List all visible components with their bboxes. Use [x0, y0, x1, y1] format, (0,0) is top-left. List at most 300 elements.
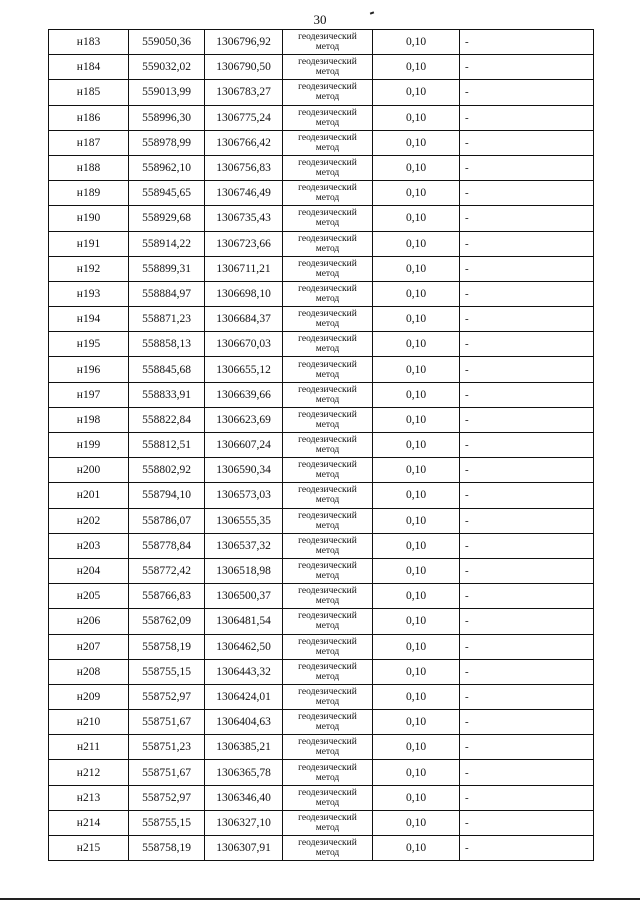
method-cell [283, 332, 373, 357]
point-name-cell: н189 [49, 181, 129, 206]
method-cell [283, 206, 373, 231]
point-name-cell: н197 [49, 382, 129, 407]
point-name-cell: н213 [49, 785, 129, 810]
table-row [49, 760, 594, 785]
method-line-2: метод [315, 520, 340, 531]
method-cell [283, 105, 373, 130]
x-coordinate-cell: 558802,92 [129, 458, 205, 483]
y-coordinate-cell: 1306537,32 [205, 533, 283, 558]
precision-cell: 0,10 [373, 584, 460, 609]
note-cell: - [460, 105, 594, 130]
x-coordinate-cell: 558996,30 [129, 105, 205, 130]
coordinates-table-body [49, 30, 594, 861]
note-cell: - [460, 684, 594, 709]
method-line-2: метод [315, 646, 340, 657]
x-coordinate-cell: 558772,42 [129, 558, 205, 583]
method-cell [283, 80, 373, 105]
method-cell [283, 483, 373, 508]
note-cell: - [460, 710, 594, 735]
precision-cell: 0,10 [373, 483, 460, 508]
y-coordinate-cell: 1306790,50 [205, 55, 283, 80]
table-row [49, 785, 594, 810]
method-line-1: геодезический [298, 586, 357, 597]
table-row [49, 155, 594, 180]
method-cell [283, 155, 373, 180]
point-name-cell: н187 [49, 130, 129, 155]
table-row [49, 256, 594, 281]
note-cell: - [460, 735, 594, 760]
precision-cell: 0,10 [373, 206, 460, 231]
method-line-1: геодезический [298, 812, 357, 823]
note-cell: - [460, 332, 594, 357]
table-row [49, 55, 594, 80]
precision-cell: 0,10 [373, 281, 460, 306]
x-coordinate-cell: 558871,23 [129, 307, 205, 332]
table-row [49, 483, 594, 508]
point-name-cell: н185 [49, 80, 129, 105]
method-line-1: геодезический [298, 132, 357, 143]
note-cell: - [460, 281, 594, 306]
table-row [49, 357, 594, 382]
precision-cell: 0,10 [373, 231, 460, 256]
x-coordinate-cell: 558845,68 [129, 357, 205, 382]
bottom-rule [0, 898, 640, 900]
precision-cell: 0,10 [373, 155, 460, 180]
method-cell [283, 659, 373, 684]
precision-cell: 0,10 [373, 710, 460, 735]
x-coordinate-cell: 558822,84 [129, 407, 205, 432]
point-name-cell: н212 [49, 760, 129, 785]
y-coordinate-cell: 1306746,49 [205, 181, 283, 206]
method-cell [283, 710, 373, 735]
y-coordinate-cell: 1306775,24 [205, 105, 283, 130]
method-cell [283, 256, 373, 281]
point-name-cell: н206 [49, 609, 129, 634]
point-name-cell: н204 [49, 558, 129, 583]
method-line-2: метод [315, 344, 340, 355]
method-line-2: метод [315, 696, 340, 707]
method-cell [283, 382, 373, 407]
note-cell: - [460, 181, 594, 206]
x-coordinate-cell: 558833,91 [129, 382, 205, 407]
method-cell [283, 407, 373, 432]
method-line-2: метод [315, 671, 340, 682]
point-name-cell: н211 [49, 735, 129, 760]
point-name-cell: н210 [49, 710, 129, 735]
method-line-2: метод [315, 243, 340, 254]
method-line-1: геодезический [298, 309, 357, 320]
method-line-1: геодезический [298, 510, 357, 521]
x-coordinate-cell: 558945,65 [129, 181, 205, 206]
x-coordinate-cell: 559050,36 [129, 30, 205, 55]
method-cell [283, 609, 373, 634]
method-line-1: геодезический [298, 334, 357, 345]
y-coordinate-cell: 1306590,34 [205, 458, 283, 483]
coordinates-table [48, 29, 594, 861]
note-cell: - [460, 609, 594, 634]
method-line-1: геодезический [298, 838, 357, 849]
point-name-cell: н201 [49, 483, 129, 508]
method-line-1: геодезический [298, 460, 357, 471]
table-row [49, 735, 594, 760]
method-cell [283, 357, 373, 382]
y-coordinate-cell: 1306443,32 [205, 659, 283, 684]
method-line-2: метод [315, 596, 340, 607]
note-cell: - [460, 55, 594, 80]
point-name-cell: н205 [49, 584, 129, 609]
precision-cell: 0,10 [373, 357, 460, 382]
table-row [49, 30, 594, 55]
table-row [49, 231, 594, 256]
precision-cell: 0,10 [373, 760, 460, 785]
method-cell [283, 810, 373, 835]
precision-cell: 0,10 [373, 558, 460, 583]
method-line-2: метод [315, 419, 340, 430]
method-line-1: геодезический [298, 233, 357, 244]
x-coordinate-cell: 558758,19 [129, 836, 205, 861]
table-row [49, 836, 594, 861]
method-line-2: метод [315, 142, 340, 153]
method-cell [283, 231, 373, 256]
note-cell: - [460, 584, 594, 609]
point-name-cell: н194 [49, 307, 129, 332]
y-coordinate-cell: 1306462,50 [205, 634, 283, 659]
x-coordinate-cell: 558755,15 [129, 659, 205, 684]
x-coordinate-cell: 558751,23 [129, 735, 205, 760]
method-cell [283, 634, 373, 659]
method-line-1: геодезический [298, 82, 357, 93]
method-line-1: геодезический [298, 258, 357, 269]
y-coordinate-cell: 1306766,42 [205, 130, 283, 155]
method-line-2: метод [315, 495, 340, 506]
note-cell: - [460, 407, 594, 432]
x-coordinate-cell: 558752,97 [129, 684, 205, 709]
point-name-cell: н188 [49, 155, 129, 180]
method-line-2: метод [315, 168, 340, 179]
precision-cell: 0,10 [373, 307, 460, 332]
table-row [49, 181, 594, 206]
table-row [49, 533, 594, 558]
method-line-1: геодезический [298, 762, 357, 773]
point-name-cell: н195 [49, 332, 129, 357]
precision-cell: 0,10 [373, 256, 460, 281]
precision-cell: 0,10 [373, 659, 460, 684]
point-name-cell: н184 [49, 55, 129, 80]
table-row [49, 508, 594, 533]
method-line-2: метод [315, 445, 340, 456]
method-line-1: геодезический [298, 384, 357, 395]
table-row [49, 130, 594, 155]
point-name-cell: н207 [49, 634, 129, 659]
point-name-cell: н209 [49, 684, 129, 709]
x-coordinate-cell: 558899,31 [129, 256, 205, 281]
x-coordinate-cell: 558752,97 [129, 785, 205, 810]
note-cell: - [460, 206, 594, 231]
x-coordinate-cell: 558755,15 [129, 810, 205, 835]
method-cell [283, 785, 373, 810]
point-name-cell: н191 [49, 231, 129, 256]
method-cell [283, 836, 373, 861]
y-coordinate-cell: 1306424,01 [205, 684, 283, 709]
method-line-1: геодезический [298, 485, 357, 496]
note-cell: - [460, 836, 594, 861]
point-name-cell: н190 [49, 206, 129, 231]
note-cell: - [460, 80, 594, 105]
precision-cell: 0,10 [373, 105, 460, 130]
x-coordinate-cell: 558758,19 [129, 634, 205, 659]
method-cell [283, 584, 373, 609]
method-line-1: геодезический [298, 57, 357, 68]
method-line-2: метод [315, 848, 340, 859]
method-line-2: метод [315, 92, 340, 103]
note-cell: - [460, 558, 594, 583]
note-cell: - [460, 155, 594, 180]
point-name-cell: н192 [49, 256, 129, 281]
precision-cell: 0,10 [373, 609, 460, 634]
table-row [49, 281, 594, 306]
method-cell [283, 558, 373, 583]
y-coordinate-cell: 1306735,43 [205, 206, 283, 231]
note-cell: - [460, 785, 594, 810]
method-line-2: метод [315, 470, 340, 481]
method-line-2: метод [315, 722, 340, 733]
precision-cell: 0,10 [373, 181, 460, 206]
note-cell: - [460, 307, 594, 332]
page-number: 30 [313, 12, 327, 27]
x-coordinate-cell: 558858,13 [129, 332, 205, 357]
x-coordinate-cell: 558786,07 [129, 508, 205, 533]
y-coordinate-cell: 1306327,10 [205, 810, 283, 835]
method-line-1: геодезический [298, 535, 357, 546]
method-line-2: метод [315, 293, 340, 304]
precision-cell: 0,10 [373, 382, 460, 407]
y-coordinate-cell: 1306639,66 [205, 382, 283, 407]
x-coordinate-cell: 558962,10 [129, 155, 205, 180]
y-coordinate-cell: 1306404,63 [205, 710, 283, 735]
method-line-2: метод [315, 621, 340, 632]
table-row [49, 810, 594, 835]
point-name-cell: н186 [49, 105, 129, 130]
table-row [49, 558, 594, 583]
y-coordinate-cell: 1306481,54 [205, 609, 283, 634]
precision-cell: 0,10 [373, 130, 460, 155]
method-line-1: геодезический [298, 107, 357, 118]
method-line-2: метод [315, 394, 340, 405]
method-line-2: метод [315, 772, 340, 783]
note-cell: - [460, 130, 594, 155]
x-coordinate-cell: 558812,51 [129, 433, 205, 458]
point-name-cell: н208 [49, 659, 129, 684]
precision-cell: 0,10 [373, 785, 460, 810]
note-cell: - [460, 760, 594, 785]
method-line-1: геодезический [298, 32, 357, 43]
y-coordinate-cell: 1306573,03 [205, 483, 283, 508]
y-coordinate-cell: 1306500,37 [205, 584, 283, 609]
x-coordinate-cell: 558751,67 [129, 760, 205, 785]
y-coordinate-cell: 1306365,78 [205, 760, 283, 785]
point-name-cell: н200 [49, 458, 129, 483]
note-cell: - [460, 382, 594, 407]
table-row [49, 659, 594, 684]
table-row [49, 382, 594, 407]
table-row [49, 710, 594, 735]
table-row [49, 634, 594, 659]
method-line-2: метод [315, 319, 340, 330]
y-coordinate-cell: 1306307,91 [205, 836, 283, 861]
y-coordinate-cell: 1306607,24 [205, 433, 283, 458]
y-coordinate-cell: 1306655,12 [205, 357, 283, 382]
y-coordinate-cell: 1306518,98 [205, 558, 283, 583]
method-cell [283, 55, 373, 80]
method-cell [283, 181, 373, 206]
point-name-cell: н183 [49, 30, 129, 55]
method-line-2: метод [315, 571, 340, 582]
table-row [49, 206, 594, 231]
y-coordinate-cell: 1306723,66 [205, 231, 283, 256]
method-line-1: геодезический [298, 359, 357, 370]
precision-cell: 0,10 [373, 55, 460, 80]
method-cell [283, 130, 373, 155]
y-coordinate-cell: 1306385,21 [205, 735, 283, 760]
method-line-2: метод [315, 218, 340, 229]
x-coordinate-cell: 558751,67 [129, 710, 205, 735]
table-row [49, 80, 594, 105]
method-cell [283, 735, 373, 760]
method-line-1: геодезический [298, 183, 357, 194]
x-coordinate-cell: 558914,22 [129, 231, 205, 256]
table-row [49, 332, 594, 357]
precision-cell: 0,10 [373, 735, 460, 760]
precision-cell: 0,10 [373, 30, 460, 55]
method-line-2: метод [315, 268, 340, 279]
y-coordinate-cell: 1306555,35 [205, 508, 283, 533]
y-coordinate-cell: 1306796,92 [205, 30, 283, 55]
note-cell: - [460, 508, 594, 533]
x-coordinate-cell: 558778,84 [129, 533, 205, 558]
table-row [49, 433, 594, 458]
point-name-cell: н196 [49, 357, 129, 382]
x-coordinate-cell: 558884,97 [129, 281, 205, 306]
table-row [49, 105, 594, 130]
y-coordinate-cell: 1306623,69 [205, 407, 283, 432]
precision-cell: 0,10 [373, 533, 460, 558]
method-cell [283, 760, 373, 785]
precision-cell: 0,10 [373, 407, 460, 432]
method-cell [283, 30, 373, 55]
method-line-1: геодезический [298, 661, 357, 672]
point-name-cell: н202 [49, 508, 129, 533]
point-name-cell: н199 [49, 433, 129, 458]
y-coordinate-cell: 1306756,83 [205, 155, 283, 180]
note-cell: - [460, 357, 594, 382]
method-cell [283, 433, 373, 458]
method-cell [283, 508, 373, 533]
x-coordinate-cell: 559013,99 [129, 80, 205, 105]
point-name-cell: н198 [49, 407, 129, 432]
note-cell: - [460, 458, 594, 483]
x-coordinate-cell: 558978,99 [129, 130, 205, 155]
point-name-cell: н215 [49, 836, 129, 861]
note-cell: - [460, 256, 594, 281]
x-coordinate-cell: 559032,02 [129, 55, 205, 80]
method-line-1: геодезический [298, 409, 357, 420]
method-line-1: геодезический [298, 787, 357, 798]
method-line-2: метод [315, 747, 340, 758]
table-row [49, 609, 594, 634]
method-line-2: метод [315, 117, 340, 128]
note-cell: - [460, 533, 594, 558]
note-cell: - [460, 483, 594, 508]
table-row [49, 307, 594, 332]
point-name-cell: н203 [49, 533, 129, 558]
precision-cell: 0,10 [373, 458, 460, 483]
method-line-1: геодезический [298, 636, 357, 647]
method-line-2: метод [315, 193, 340, 204]
precision-cell: 0,10 [373, 634, 460, 659]
method-line-1: геодезический [298, 208, 357, 219]
method-line-1: геодезический [298, 283, 357, 294]
method-cell [283, 458, 373, 483]
method-line-2: метод [315, 67, 340, 78]
precision-cell: 0,10 [373, 433, 460, 458]
method-line-1: геодезический [298, 158, 357, 169]
point-name-cell: н214 [49, 810, 129, 835]
y-coordinate-cell: 1306698,10 [205, 281, 283, 306]
x-coordinate-cell: 558794,10 [129, 483, 205, 508]
method-cell [283, 281, 373, 306]
method-cell [283, 684, 373, 709]
table-row [49, 584, 594, 609]
method-cell [283, 307, 373, 332]
y-coordinate-cell: 1306711,21 [205, 256, 283, 281]
method-line-1: геодезический [298, 435, 357, 446]
method-line-1: геодезический [298, 561, 357, 572]
note-cell: - [460, 433, 594, 458]
method-line-2: метод [315, 42, 340, 53]
precision-cell: 0,10 [373, 508, 460, 533]
precision-cell: 0,10 [373, 332, 460, 357]
precision-cell: 0,10 [373, 810, 460, 835]
y-coordinate-cell: 1306670,03 [205, 332, 283, 357]
method-line-2: метод [315, 797, 340, 808]
note-cell: - [460, 30, 594, 55]
method-line-2: метод [315, 822, 340, 833]
x-coordinate-cell: 558762,09 [129, 609, 205, 634]
method-line-1: геодезический [298, 737, 357, 748]
y-coordinate-cell: 1306684,37 [205, 307, 283, 332]
x-coordinate-cell: 558929,68 [129, 206, 205, 231]
method-line-2: метод [315, 545, 340, 556]
point-name-cell: н193 [49, 281, 129, 306]
method-cell [283, 533, 373, 558]
note-cell: - [460, 659, 594, 684]
precision-cell: 0,10 [373, 684, 460, 709]
table-row [49, 458, 594, 483]
y-coordinate-cell: 1306346,40 [205, 785, 283, 810]
precision-cell: 0,10 [373, 80, 460, 105]
note-cell: - [460, 810, 594, 835]
note-cell: - [460, 634, 594, 659]
method-line-2: метод [315, 369, 340, 380]
note-cell: - [460, 231, 594, 256]
precision-cell: 0,10 [373, 836, 460, 861]
x-coordinate-cell: 558766,83 [129, 584, 205, 609]
method-line-1: геодезический [298, 686, 357, 697]
method-line-1: геодезический [298, 712, 357, 723]
method-line-1: геодезический [298, 611, 357, 622]
y-coordinate-cell: 1306783,27 [205, 80, 283, 105]
table-row [49, 684, 594, 709]
